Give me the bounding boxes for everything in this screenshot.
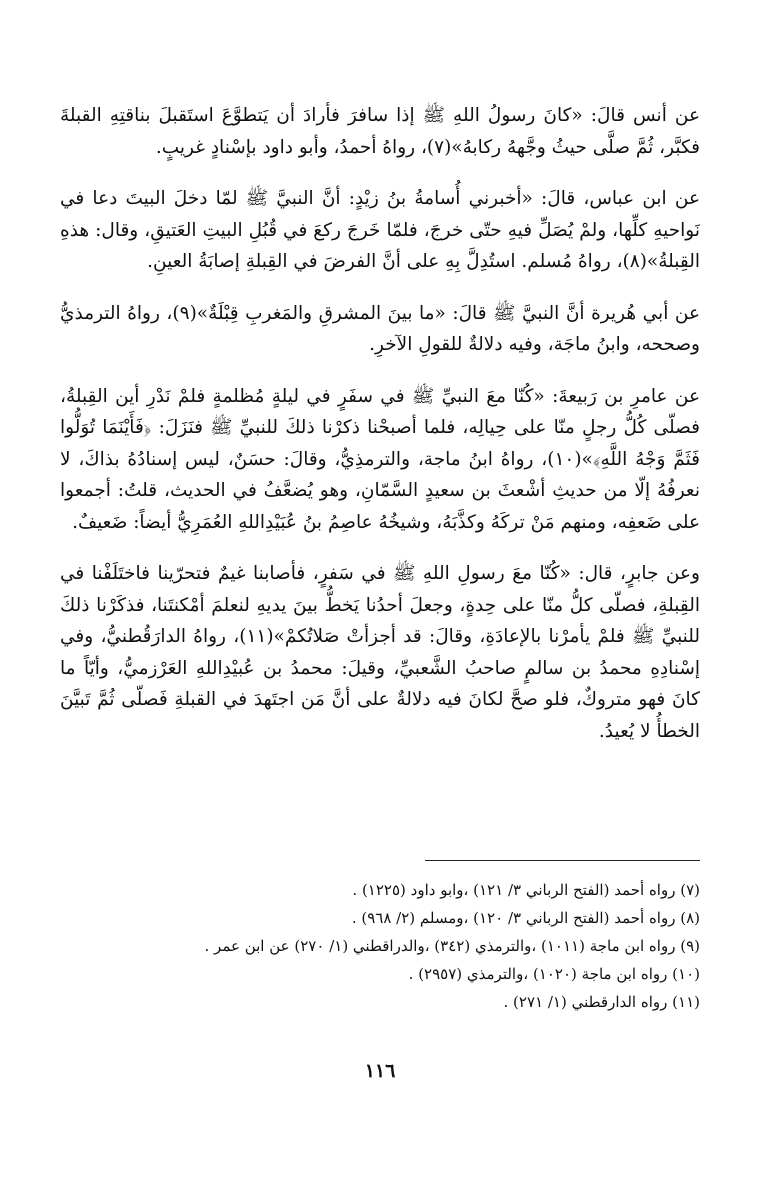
- page-number: ١١٦: [364, 1060, 396, 1082]
- paragraph-jabir: وعن جابرٍ، قال: «كُنّا معَ رسولِ اللهِ ﷺ في سَفرٍ، فأصابنا غيمٌ فتحرّينا فاختَلَفْنا في القِبلةِ، فصلّى كلُّ منّا على حِدةٍ، وجعلَ أحدُنا يَخطُّ بينَ يديهِ لنعلمَ أمْكنتَنا، فذكَرْنا ذلكَ للنبيِّ ﷺ فلمْ يأمرْنا بالإعادَةِ، وقالَ: قد أجزأتْ صَلاتُكمْ»(١١)، رواهُ الدارَقُطنيُّ، وفي إسْنادِهِ محمدُ بن سالمٍ صاحبُ الشَّعبيِّ، وقيلَ: محمدُ بن عُبيْدِاللهِ العَرْزميُّ، وأيّاً ما كانَ فهو متروكٌ، فلو صحَّ لكانَ فيه دلالةٌ على أنَّ مَن اجتَهدَ في القبلةِ فَصلّى ثُمَّ تَبيَّنَ الخطأُ لا يُعيدُ.: [60, 563, 700, 742]
- footnote-10: (١٠) رواه ابن ماجة (١٠٢٠) ،والترمذي (٢٩٥٧) .: [408, 965, 700, 983]
- main-text: [60, 100, 700, 747]
- footnotes: [60, 876, 700, 1016]
- paragraph-amir-ibn-rabia: عن عامرِ بن رَبيعةَ: «كُنّا معَ النبيِّ ﷺ في سفَرٍ في ليلةٍ مُظلمةٍ فلمْ نَدْرِ أين القِبلةُ، فصلّى كُلُّ رجلٍ منّا على حِيالِه، فلما أصبحْنا ذكرْنا ذلكَ للنبيِّ ﷺ فنَزَلَ: ﴿فَأَيْنَمَا تُوَلُّوا فَثَمَّ وَجْهُ اللَّهِ﴾»(١٠)، رواهُ ابنُ ماجة، والترمذِيُّ، وقالَ: حسَنٌ، ليس إسنادُهُ بذاكَ، لا نعرفُهُ إلّا من حديثِ أشْعثَ بن سعيدٍ السَّمّانِ، وهو يُضعَّفُ في الحديث، قلتُ: أجمعوا على ضَعفِه، ومنهم مَنْ تركَهُ وكذَّبَهُ، وشيخُهُ عاصِمُ بنُ عُبَيْدِاللهِ العُمَرِيُّ أيضاً: ضَعيفٌ.: [60, 385, 700, 533]
- paragraph-anas: عن أنس قالَ: «كانَ رسولُ اللهِ ﷺ إذا سافرَ فأرادَ أن يَتطوَّعَ استَقبلَ بناقتِهِ القبلةَ فكبَّر، ثُمَّ صلَّى حيثُ وجَّههُ ركابهُ»(٧)، رواهُ أحمدُ، وأبو داود بإسْنادٍ غريبٍ.: [60, 105, 700, 158]
- footnote-8: (٨) رواه أحمد (الفتح الرباني ٣/ ١٢٠) ،ومسلم (٢/ ٩٦٨) .: [351, 909, 700, 927]
- paragraph-ibn-abbas: عن ابن عباس، قالَ: «أخبرني أُسامةُ بنُ زيْدٍ: أنَّ النبيَّ ﷺ لمّا دخلَ البيتَ دعا في نَواحيهِ كلِّها، ولمْ يُصَلِّ فيهِ حتّى خرجَ، فلمّا خَرجَ ركعَ في قُبُلِ البيتِ العَتيقِ، وقال: هذهِ القِبلةُ»(٨)، رواهُ مُسلم. استُدِلَّ بِهِ على أنَّ الفرضَ في القِبلةِ إصابَةُ العينِ.: [60, 188, 700, 272]
- paragraph-abu-hurayra: عن أبي هُريرة أنَّ النبيَّ ﷺ قالَ: «ما بينَ المشرقِ والمَغربِ قِبْلَةٌ»(٩)، رواهُ الترمذيُّ وصححه، وابنُ ماجَة، وفيه دلالةٌ للقولِ الآخرِ.: [60, 302, 700, 355]
- footnote-divider: [425, 860, 700, 861]
- footnote-9: (٩) رواه ابن ماجة (١٠١١) ،والترمذي (٣٤٢) ،والدراقطني (١/ ٢٧٠) عن ابن عمر .: [204, 937, 700, 955]
- footnote-11: (١١) رواه الدارقطني (١/ ٢٧١) .: [503, 993, 700, 1011]
- footnote-7: (٧) رواه أحمد (الفتح الرباني ٣/ ١٢١) ،وابو داود (١٢٢٥) .: [352, 881, 700, 899]
